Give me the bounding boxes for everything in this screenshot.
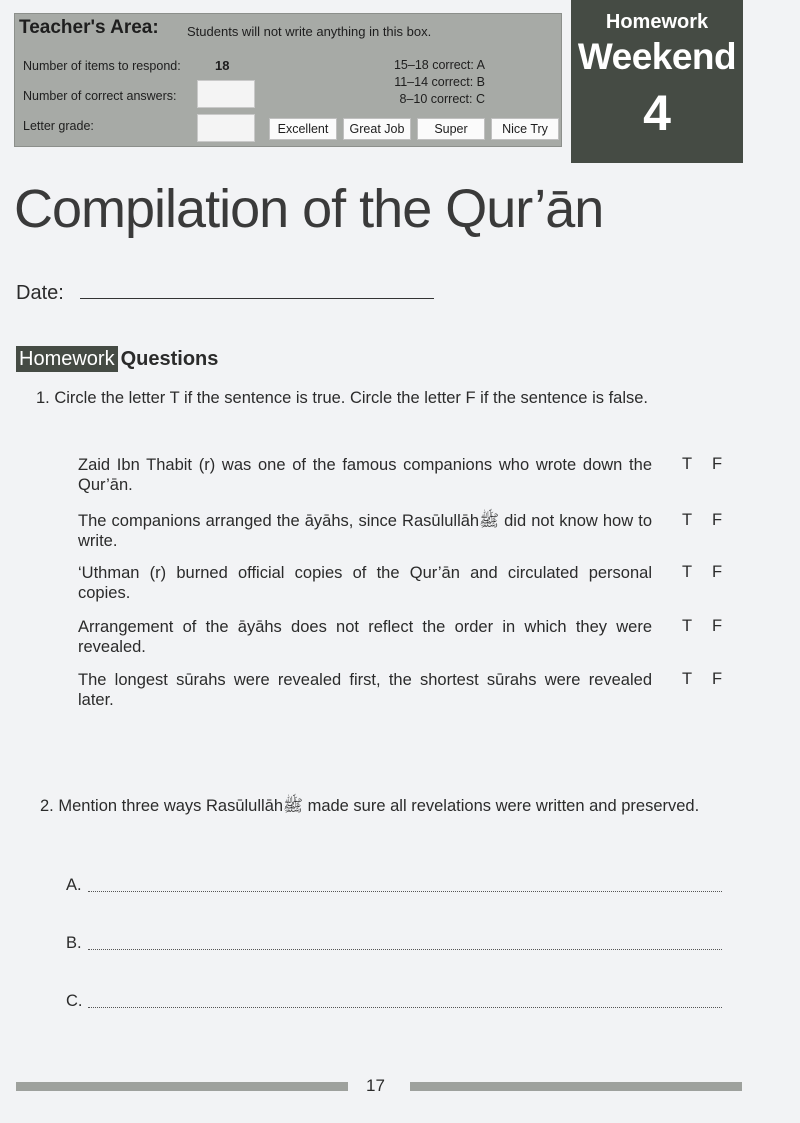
letter-grade-field[interactable] (197, 114, 255, 142)
true-option[interactable]: T (682, 511, 693, 529)
tf-item-text: Zaid Ibn Thabit (r) was one of the famous companions who wrote down the Qur’ān. (78, 456, 652, 494)
answer-letter: A. (66, 876, 82, 894)
false-option[interactable]: F (712, 563, 723, 581)
answer-letter: B. (66, 934, 82, 952)
false-option[interactable]: F (712, 511, 723, 529)
false-option[interactable]: F (712, 670, 723, 688)
page-number: 17 (366, 1076, 385, 1095)
tf-item-text: Arrangement of the āyāhs does not reflect the order in which they were revealed. (78, 618, 652, 656)
correct-answers-label: Number of correct answers: (23, 89, 177, 103)
weekend-homework-label: Homework (605, 11, 709, 33)
tf-item-text: ‘Uthman (r) burned official copies of the Qur’ān and circulated personal copies. (78, 564, 652, 602)
weekend-label: Weekend (577, 36, 737, 77)
scale-c: 8–10 correct: C (399, 92, 485, 106)
weekend-badge (571, 0, 743, 163)
tf-item (78, 670, 728, 716)
super-button[interactable]: Super (417, 118, 485, 140)
true-option[interactable]: T (682, 617, 693, 635)
teacher-area-box (14, 13, 562, 147)
dotted-line (88, 949, 722, 950)
items-label: Number of items to respond: (23, 59, 181, 73)
weekend-number: 4 (643, 85, 671, 141)
answer-line-b[interactable] (66, 934, 722, 956)
tf-item (78, 563, 728, 609)
excellent-button[interactable]: Excellent (269, 118, 337, 140)
tf-item (78, 511, 728, 557)
date-field[interactable] (80, 298, 434, 299)
correct-answers-field[interactable] (197, 80, 255, 108)
tf-item (78, 455, 728, 501)
answer-line-a[interactable] (66, 876, 722, 898)
date-label: Date: (16, 282, 64, 304)
true-option[interactable]: T (682, 563, 693, 581)
items-count: 18 (215, 58, 230, 73)
section-heading-dark: Homework (16, 346, 118, 372)
footer-bar-left (16, 1082, 348, 1091)
section-heading-light: Questions (120, 348, 219, 370)
question-2-prompt: 2. Mention three ways Rasūlullāhﷺ made sure all revelations were written and preserved. (40, 797, 700, 815)
footer-bar-right (410, 1082, 742, 1091)
tf-item-text: The companions arranged the āyāhs, since Rasūlullāhﷺ did not know how to write. (78, 512, 652, 550)
teacher-area-title: Teacher's Area: (19, 17, 159, 38)
dotted-line (88, 891, 722, 892)
great-job-button[interactable]: Great Job (343, 118, 411, 140)
dotted-line (88, 1007, 722, 1008)
true-option[interactable]: T (682, 455, 693, 473)
answer-letter: C. (66, 992, 83, 1010)
scale-b: 11–14 correct: B (394, 75, 485, 89)
grade-scale (345, 57, 485, 108)
false-option[interactable]: F (712, 455, 723, 473)
false-option[interactable]: F (712, 617, 723, 635)
true-option[interactable]: T (682, 670, 693, 688)
letter-grade-label: Letter grade: (23, 119, 94, 133)
teacher-area-note: Students will not write anything in this box. (187, 24, 432, 39)
question-1-prompt: 1. Circle the letter T if the sentence is true. Circle the letter F if the sentence is false. (36, 389, 649, 407)
scale-a: 15–18 correct: A (393, 58, 485, 72)
tf-item (78, 617, 728, 663)
section-heading (16, 346, 218, 372)
answer-line-c[interactable] (66, 992, 722, 1014)
tf-item-text: The longest sūrahs were revealed first, the shortest sūrahs were revealed later. (78, 671, 652, 709)
nice-try-button[interactable]: Nice Try (491, 118, 559, 140)
page-title: Compilation of the Qur’ān (14, 179, 604, 239)
